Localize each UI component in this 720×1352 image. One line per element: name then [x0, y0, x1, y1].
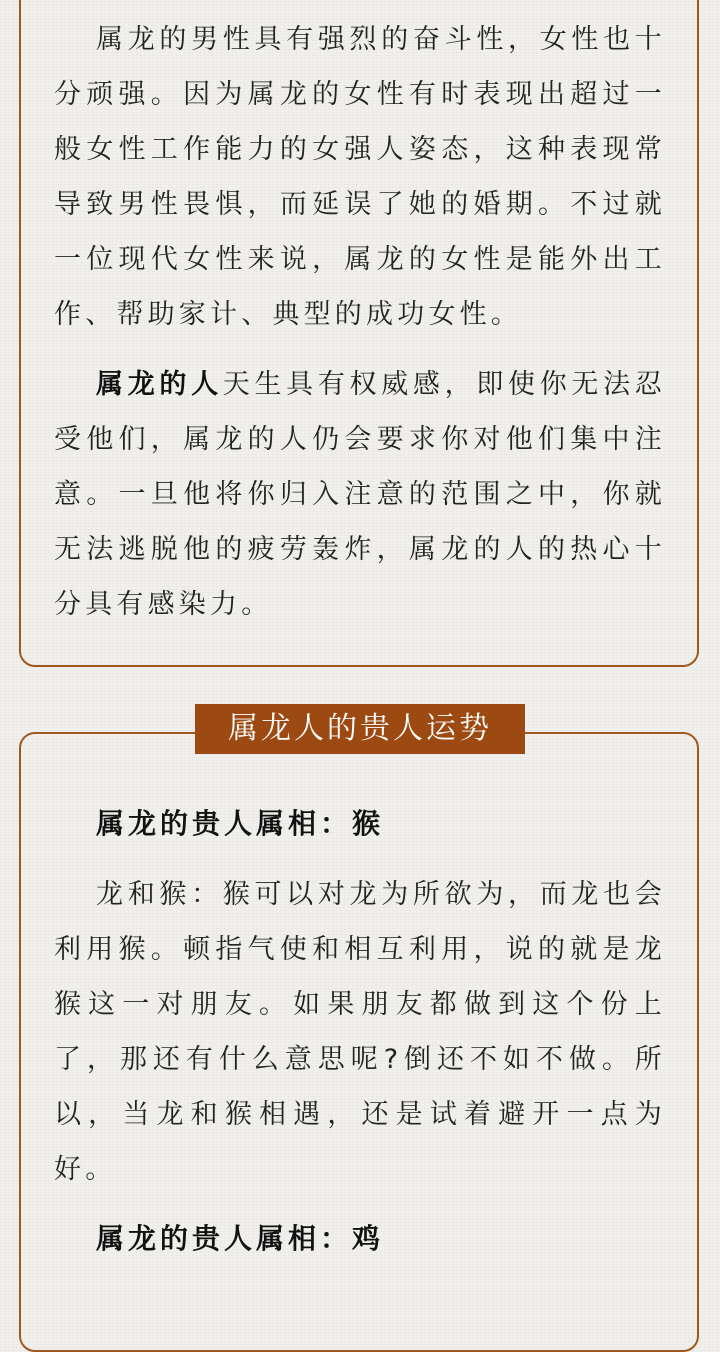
bold-lead-text: 属龙的人: [96, 369, 223, 400]
heading-monkey: 属龙的贵人属相：猴: [96, 807, 385, 840]
paragraph-dragon-monkey: 龙和猴：猴可以对龙为所欲为，而龙也会利用猴。顿指气使和相互利用，说的就是龙猴这一对朋友。如果朋友都做到这个份上了，那还有什么意思呢?倒还不如不做。所以，当龙和猴相遇，还是试着避开一点为好。: [54, 879, 666, 1185]
paragraph-dragon-authority: 属龙的人天生具有权威感，即使你无法忍受他们，属龙的人仍会要求你对他们集中注意。一旦他将你归入注意的范围之中，你就无法逃脱他的疲劳轰炸，属龙的人的热心十分具有感染力。: [54, 369, 666, 620]
section-banner: 属龙人的贵人运势: [195, 704, 525, 754]
heading-rooster: 属龙的贵人属相：鸡: [96, 1222, 385, 1255]
paragraph-dragon-gender: 属龙的男性具有强烈的奋斗性，女性也十分顽强。因为属龙的女性有时表现出超过一般女性工作能力的女强人姿态，这种表现常导致男性畏惧，而延误了她的婚期。不过就一位现代女性来说，属龙的女性是能外出工作、帮助家计、典型的成功女性。: [54, 24, 666, 330]
